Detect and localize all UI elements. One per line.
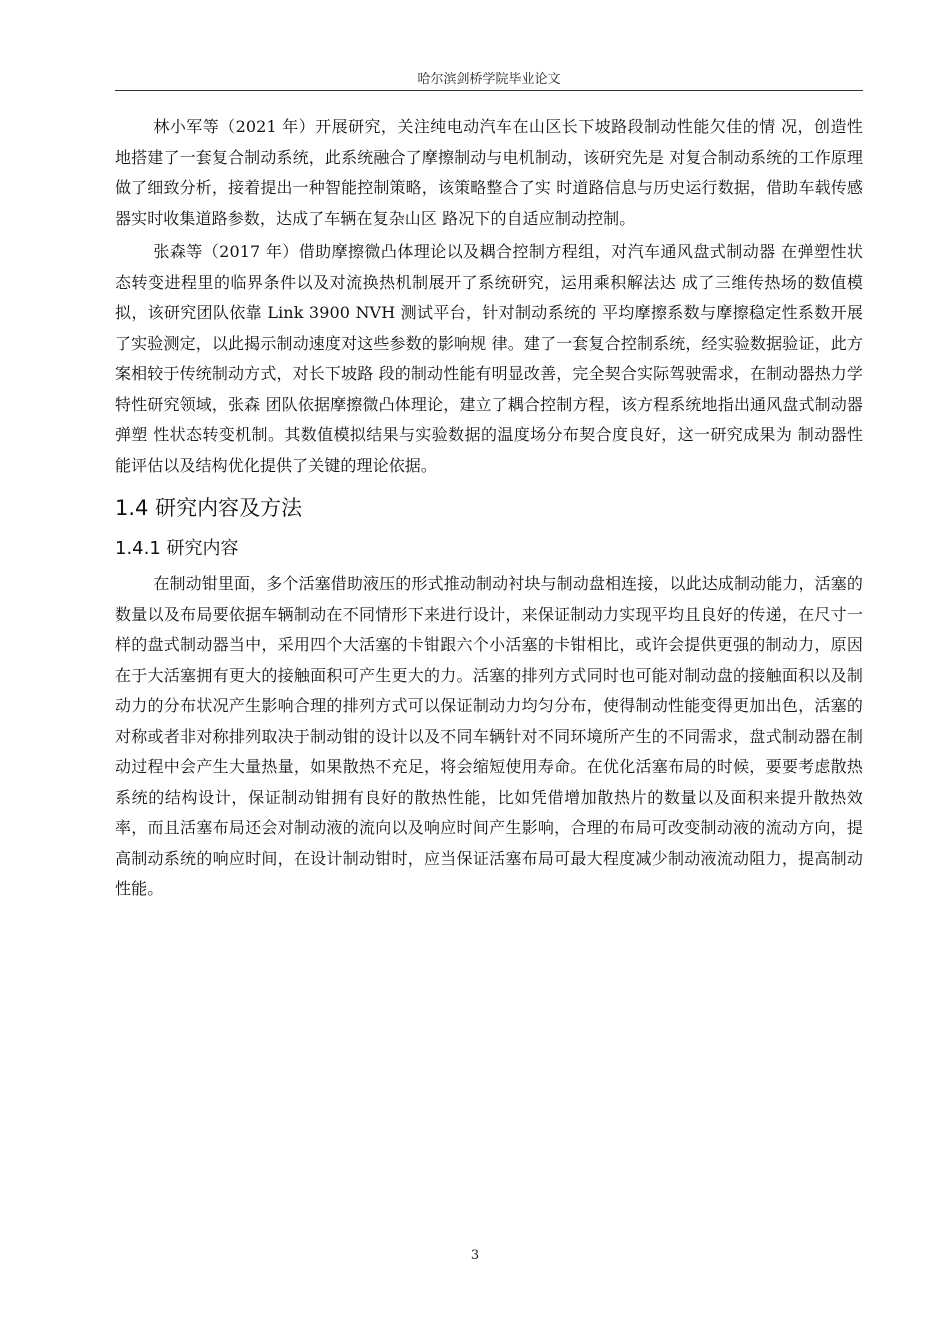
section-heading-1-4-1: 1.4.1 研究内容 [115,538,239,559]
paragraph-zhang-sen: 张森等（2017 年）借助摩擦微凸体理论以及耦合控制方程组，对汽车通风盘式制动器 在弹塑性状态转变进程里的临界条件以及对流换热机制展开了系统研究，运用乘积解法达 成了三维传热场的数值模拟，该研究团队依靠 Link 3900 NVH 测试平台，针对制动系统的 平均摩擦系数与摩擦稳定性系数开展了实验测定，以此揭示制动速度对这些参数的影响规 律。建了一套复合控制系统，经实验数据验证，此方案相较于传统制动方式，对长下坡路 段的制动性能有明显改善，完全契合实际驾驶需求，在制动器热力学特性研究领域，张森 团队依据摩擦微凸体理论，建立了耦合控制方程，该方程系统地指出通风盘式制动器弹塑 性状态转变机制。其数值模拟结果与实验数据的温度场分布契合度良好，这一研究成果为 制动器性能评估以及结构优化提供了关键的理论依据。 [115,242,863,475]
header-rule [115,90,863,91]
page-body [115,112,863,905]
page-number: 3 [470,1248,480,1263]
paragraph-research-content: 在制动钳里面，多个活塞借助液压的形式推动制动衬块与制动盘相连接，以此达成制动能力，活塞的数量以及布局要依据车辆制动在不同情形下来进行设计，来保证制动力实现平均且良好的传递，在尺寸一样的盘式制动器当中，采用四个大活塞的卡钳跟六个小活塞的卡钳相比，或许会提供更强的制动力，原因在于大活塞拥有更大的接触面积可产生更大的力。活塞的排列方式同时也可能对制动盘的接触面积以及制动力的分布状况产生影响合理的排列方式可以保证制动力均匀分布，使得制动性能变得更加出色，活塞的对称或者非对称排列取决于制动钳的设计以及不同车辆针对不同环境所产生的不同需求，盘式制动器在制动过程中会产生大量热量，如果散热不充足，将会缩短使用寿命。在优化活塞布局的时候，要要考虑散热系统的结构设计，保证制动钳拥有良好的散热性能，比如凭借增加散热片的数量以及面积来提升散热效率，而且活塞布局还会对制动液的流向以及响应时间产生影响，合理的布局可改变制动液的流动方向，提高制动系统的响应时间，在设计制动钳时，应当保证活塞布局可最大程度减少制动液流动阻力，提高制动性能。 [115,574,863,898]
section-heading-1-4: 1.4 研究内容及方法 [115,496,303,520]
running-header: 哈尔滨剑桥学院毕业论文 [417,72,561,87]
paragraph-lin-xiaojun: 林小军等（2021 年）开展研究，关注纯电动汽车在山区长下坡路段制动性能欠佳的情 况，创造性地搭建了一套复合制动系统，此系统融合了摩擦制动与电机制动，该研究先是 对复合制动系统的工作原理做了细致分析，接着提出一种智能控制策略，该策略整合了实 时道路信息与历史运行数据，借助车载传感器实时收集道路参数，达成了车辆在复杂山区 路况下的自适应制动控制。 [115,117,863,228]
